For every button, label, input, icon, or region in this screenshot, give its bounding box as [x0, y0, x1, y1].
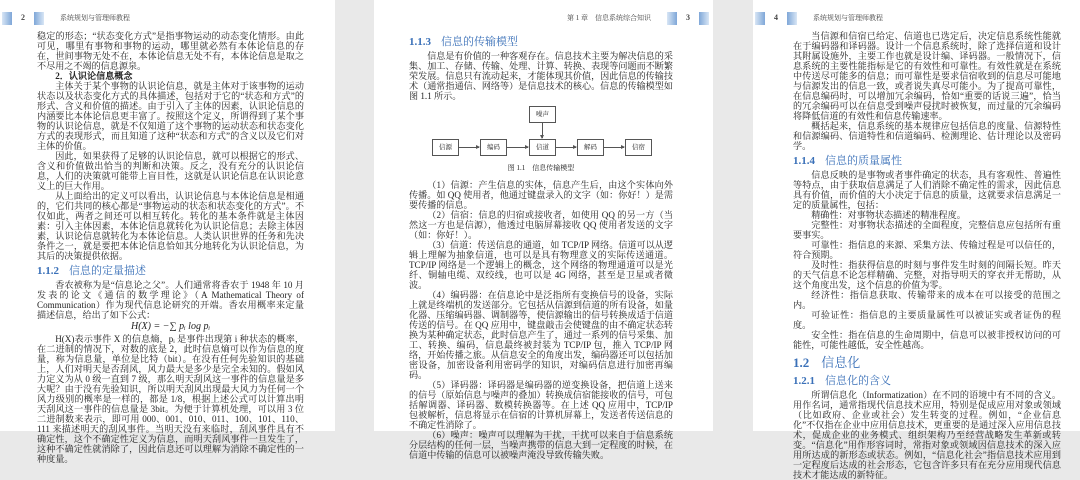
page-body	[37, 31, 304, 464]
arrow-noise-channel	[542, 123, 543, 138]
quality-attribute: 可验证性：指信息的主要质量属性可以被证实或者证伪的程度。	[793, 310, 1061, 330]
page-badge-left	[2, 12, 12, 25]
quality-attribute: 安全性：指在信息的生命周期中，信息可以被非授权访问的可能性，可能性越低，安全性越高。	[793, 330, 1061, 350]
paragraph: 信息反映的是事物或者事件确定的状态，具有客观性、普遍性等特点，由于获取信息满足了人们消除不确定性的需求，因此信息具有价值，而价值的大小决定于信息的质量，这就要求信息满足一定的质量属性，包括：	[793, 170, 1061, 210]
sink-box: 信宿	[625, 139, 652, 156]
header-title: 第 1 章 信息系统综合知识	[567, 14, 651, 22]
quality-attribute: 可靠性：指信息的来源、采集方法、传输过程是可以信任的，符合预期。	[793, 240, 1061, 260]
paragraph: 所谓信息化（Informatization）在不同的语境中有不同的含义。用作名词，通常指现代信息技术应用，特别是促成应用对象或领域（比如政府、企业或社会）发生转变的过程。例如，“企业信息化”不仅指在企业中应用信息技术，更重要的是通过深入应用信息技术，促成企业的业务模式、组织架构乃至经营战略发生革新或转变。“信息化”用作形容词时，常指对象或领域因信息技术的深入应用所达成的新形态或状态。例如，“信息化社会”指信息技术应用到一定程度后达成的社会形态，它包含许多只有在充分应用现代信息技术才能达成的新特征。	[793, 390, 1061, 480]
paragraph: 主体关于某个事物的认识论信息，就是主体对于该事物的运动状态以及状态变化方式的具体描述，包括对于它的“状态和方式”的形式、含义和价值的描述。由于引入了主体的因素，认识论信息的内涵要比本体论信息更丰富了。按照这个定义，所谓得到了某个事物的认识论信息，就是不仅知道了这个事物的运动状态和状态变化方式的表现形式，而且知道了这种“状态和方式”的含义以及它们对主体的价值。	[37, 81, 304, 151]
paragraph: H(X)表示事件 X 的信息熵，pᵢ 是事件出现第 i 种状态的概率，在二进制的情况下，对数的底是 2，此时信息熵可以作为信息的度量，称为信息量，单位是比特（bit）。在没有任何先验知识的基础上，人们对明天是否刮风，风力最大是多少是完全未知的。假如风力定义为从 0 级一直到 7 级，那么明天刮风这一事件的信息量是多大呢？由于没有先验知识，所以明天刮风出现最大风力为任何一个风力级别的概率是一样的，都是 1/8，根据上述公式可以计算出明天刮风这一事件的信息量是 3bit。为便于计算机处理，可以用 3 位二进制数来表示，即可用 000、001、010、011、100、101、110、111 来描述明天的刮风事件。当明天没有来临时，刮风事件具有不确定性，这个不确定性定义为信息，而明天刮风事件一旦发生了，这种不确定性就消除了，因此信息还可以理解为消除不确定性的一种度量。	[37, 334, 304, 464]
source-box: 信源	[432, 139, 459, 156]
header-title: 系统规划与管理师教程	[813, 14, 883, 22]
page-body	[793, 31, 1061, 480]
paragraph: 当信源和信宿已给定、信道也已选定后，决定信息系统性能就在于编码器和译码器。设计一个信息系统时，除了选择信道和设计其附属设施外，主要工作也就是设计编、译码器。一般情况下，信息系统的主要性能指标是它的有效性和可靠性。有效性就是在系统中传送尽可能多的信息；而可靠性是要求信宿收到的信息尽可能地与信源发出的信息一致，或者说失真尽可能小。为了提高可靠性，在信息编码时，可以增加冗余编码，恰如“重要的话说三遍”，恰当的冗余编码可以在信息受到噪声侵扰时被恢复，而过量的冗余编码将降低信道的有效性和信息传输速率。	[793, 31, 1061, 121]
page-badge-right	[787, 12, 797, 25]
section-heading: 1.1.3 信息的传输模型	[409, 35, 518, 48]
page-body	[409, 32, 673, 460]
paragraph: 稳定的形态；“状态变化方式”是指事物运动的动态变化情形。由此可见，哪里有事物和事物的运动，哪里就必然有本体论信息的存在，世间事物无处不在，本体论信息无处不有，本体论信息是取之不尽用之不竭的信息源泉。	[37, 31, 304, 71]
page-header	[567, 11, 709, 25]
page-4	[753, 0, 1080, 480]
page-badge-left	[667, 12, 677, 25]
page-number: 4	[774, 13, 778, 22]
paragraph: 概括起来，信息系统的基本规律应包括信息的度量、信源特性和信源编码、信道特性和信道编码、检测理论、估计理论以及密码学。	[793, 121, 1061, 151]
list-item: （6）噪声：噪声可以理解为干扰，干扰可以来自于信息系统分层结构的任何一层，当噪声携带的信息大到一定程度的时候，在信道中传输的信息可以被噪声淹没导致传输失败。	[409, 430, 673, 460]
list-item: （2）信宿：信息的归宿或接收者，如使用 QQ 的另一方（当然这一方也是信源），他透过电脑屏幕接收 QQ 使用者发送的文字（如：你好！）。	[409, 210, 673, 240]
quality-attribute: 经济性：指信息获取、传输带来的成本在可以接受的范围之内。	[793, 290, 1061, 310]
section-heading: 1.1.4 信息的质量属性	[793, 154, 902, 167]
quality-attribute: 完整性：对事物状态描述的全面程度，完整信息应包括所有重要事实。	[793, 220, 1061, 240]
paragraph: 信息是有价值的一种客观存在。信息技术主要为解决信息的采集、加工、存储、传输、处理、计算、转换、表现等问题而不断繁荣发展。信息只有流动起来，才能体现其价值，因此信息的传输技术（通常指通信、网络等）是信息技术的核心。信息的传输模型如图 1.1 所示。	[409, 51, 673, 101]
encoder-box: 编码	[480, 139, 507, 156]
quality-attribute: 及时性：指获得信息的时刻与事件发生时刻的间隔长短。昨天的天气信息不论怎样精确、完整，对指导明天的穿衣并无帮助，从这个角度出发，这个信息的价值为零。	[793, 260, 1061, 290]
figure-caption: 图 1.1 信息传输模型	[507, 164, 575, 172]
list-item: （3）信道：传送信息的通道，如 TCP/IP 网络。信道可以从逻辑上理解为抽象信道，也可以是具有物理意义的实际传送通道。TCP/IP 网络是一个逻辑上的概念，这个网络的物理通道可以是光纤、铜轴电缆、双绞线，也可以是 4G 网络，甚至是卫星或者微波。	[409, 240, 673, 290]
page-number: 2	[21, 13, 25, 22]
arrow	[604, 147, 624, 148]
page-badge-left	[755, 12, 765, 25]
arrow	[507, 147, 528, 148]
paragraph: 香农被称为是“信息论之父”。人们通常将香农于 1948 年 10 月发表的论文《通信的数学理论》（A Mathematical Theory of Communication）作为现代信息论研究的开端。香农用概率来定量描述信息，给出了如下公式：	[37, 280, 304, 320]
paragraph: 从上面给出的定义可以看出，认识论信息与本体论信息是相通的，它们共同的核心都是“事物运动的状态和状态变化的方式”。不仅如此，两者之间还可以相互转化。转化的基本条件就是主体因素：引入主体因素，本体论信息就转化为认识论信息；去除主体因素，认识论信息就转化为本体论信息。人类认识世界的任务和先决条件之一，就是要把本体论信息恰如其分地转化为认识论信息，为其后的决策提供依据。	[37, 191, 304, 261]
subheading: 2．认识论信息概念	[55, 71, 133, 81]
arrow	[556, 147, 576, 148]
list-item: （1）信源：产生信息的实体，信息产生后，由这个实体向外传播。如 QQ 使用者，他通过键盘录入的文字（如：你好！）是需要传播的信息。	[409, 180, 673, 210]
page-number: 3	[686, 13, 690, 22]
quality-attribute: 精确性：对事物状态描述的精准程度。	[811, 210, 966, 220]
list-item: （4）编码器：在信息论中是泛指所有变换信号的设备，实际上就是终端机的发送部分。它包括从信源到信道的所有设备，如量化器、压缩编码器、调制器等，使信源输出的信号转换成适于信道传送的信号。在 QQ 应用中，键盘敲击会使键盘的由不确定状态转换为某种确定状态，此时信息产生了，通过一系列的信号采集、加工、转换、编码，信息最终被封装为 TCP/IP 包，推入 TCP/IP 网络，开始传播之旅。从信息安全的角度出发，编码器还可以包括加密设备，加密设备利用密码学的知识，对编码信息进行加密再编码。	[409, 290, 673, 380]
channel-box: 信道	[529, 139, 556, 156]
noise-box: 噪声	[529, 106, 556, 123]
decoder-box: 解码	[577, 139, 604, 156]
paragraph: 因此，如果获得了足够的认识论信息，就可以根据它的形式、含义和价值做出恰当的判断和决策。反之，没有充分的认识论信息，人们的决策就可能带上盲目性，这就是认识论信息在认识论意义上的巨大作用。	[37, 151, 304, 191]
header-title: 系统规划与管理师教程	[60, 14, 130, 22]
page-header	[755, 11, 883, 25]
page-3	[374, 0, 713, 460]
page-badge-right	[34, 12, 44, 25]
section-heading: 1.1.2 信息的定量描述	[37, 264, 146, 277]
page-badge-right	[699, 12, 709, 25]
section-heading: 1.2.1 信息化的含义	[793, 374, 891, 387]
arrow	[459, 147, 479, 148]
page-header	[2, 11, 130, 25]
chapter-heading: 1.2 信息化	[793, 355, 861, 371]
transmission-model-diagram	[409, 104, 673, 178]
list-item: （5）译码器：译码器是编码器的逆变换设备，把信道上送来的信号（原始信息与噪声的叠加）转换成信宿能接收的信号，可包括解调器、译码器、数模转换器等。在上述 QQ 应用中，TCP/IP 包被解析，信息将显示在信宿的计算机屏幕上，发送者传送信息的不确定性消除了。	[409, 380, 673, 430]
page-2	[0, 0, 335, 464]
entropy-formula: H(X) = −∑ pᵢ log pᵢ	[130, 321, 211, 332]
